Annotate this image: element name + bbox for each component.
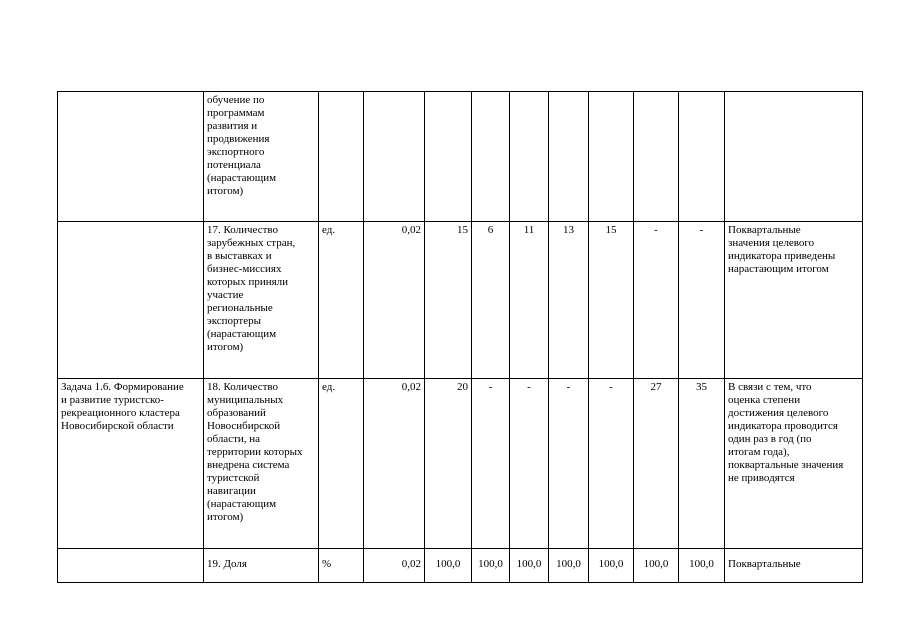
- value-cell: -: [549, 379, 589, 549]
- unit-cell: [319, 92, 364, 222]
- weight-cell: 0,02: [364, 222, 425, 379]
- unit-cell: ед.: [319, 379, 364, 549]
- value-cell: 20: [425, 379, 472, 549]
- note-cell: Поквартальные: [725, 549, 863, 583]
- value-cell: 15: [589, 222, 634, 379]
- value-cell: 6: [472, 222, 510, 379]
- weight-cell: 0,02: [364, 379, 425, 549]
- value-cell: [679, 92, 725, 222]
- note-cell: [725, 92, 863, 222]
- indicator-cell: обучение по программам развития и продвижения экспортного потенциала (нарастающим итогом): [204, 92, 319, 222]
- unit-cell: %: [319, 549, 364, 583]
- value-cell: [472, 92, 510, 222]
- note-cell: В связи с тем, что оценка степени достижения целевого индикатора проводится один раз в год (по итогам года), поквартальные значения не приводятся: [725, 379, 863, 549]
- indicator-cell: 19. Доля: [204, 549, 319, 583]
- value-cell: 100,0: [472, 549, 510, 583]
- table-row: [58, 92, 863, 222]
- value-cell: 11: [510, 222, 549, 379]
- value-cell: 15: [425, 222, 472, 379]
- table-row: [58, 379, 863, 549]
- value-cell: [589, 92, 634, 222]
- value-cell: 35: [679, 379, 725, 549]
- value-cell: -: [589, 379, 634, 549]
- task-cell: [58, 222, 204, 379]
- value-cell: 100,0: [589, 549, 634, 583]
- value-cell: 100,0: [634, 549, 679, 583]
- value-cell: [510, 92, 549, 222]
- value-cell: -: [634, 222, 679, 379]
- value-cell: 100,0: [549, 549, 589, 583]
- unit-cell: ед.: [319, 222, 364, 379]
- indicator-cell: 18. Количество муниципальных образований Новосибирской области, на территории которых внедрена система туристской навигации (нарастающим итогом): [204, 379, 319, 549]
- value-cell: -: [510, 379, 549, 549]
- note-cell: Поквартальные значения целевого индикатора приведены нарастающим итогом: [725, 222, 863, 379]
- value-cell: 100,0: [425, 549, 472, 583]
- indicators-table: [57, 91, 863, 583]
- value-cell: -: [679, 222, 725, 379]
- table-row: [58, 222, 863, 379]
- value-cell: [634, 92, 679, 222]
- task-cell: [58, 92, 204, 222]
- value-cell: 100,0: [510, 549, 549, 583]
- table-row: [58, 549, 863, 583]
- value-cell: [549, 92, 589, 222]
- value-cell: 100,0: [679, 549, 725, 583]
- page-bottom-margin: [0, 583, 905, 640]
- value-cell: 27: [634, 379, 679, 549]
- value-cell: 13: [549, 222, 589, 379]
- value-cell: [425, 92, 472, 222]
- task-cell: Задача 1.6. Формирование и развитие туристско- рекреационного кластера Новосибирской области: [58, 379, 204, 549]
- value-cell: -: [472, 379, 510, 549]
- indicator-cell: 17. Количество зарубежных стран, в выставках и бизнес-миссиях которых приняли участие региональные экспортеры (нарастающим итогом): [204, 222, 319, 379]
- weight-cell: [364, 92, 425, 222]
- task-cell: [58, 549, 204, 583]
- weight-cell: 0,02: [364, 549, 425, 583]
